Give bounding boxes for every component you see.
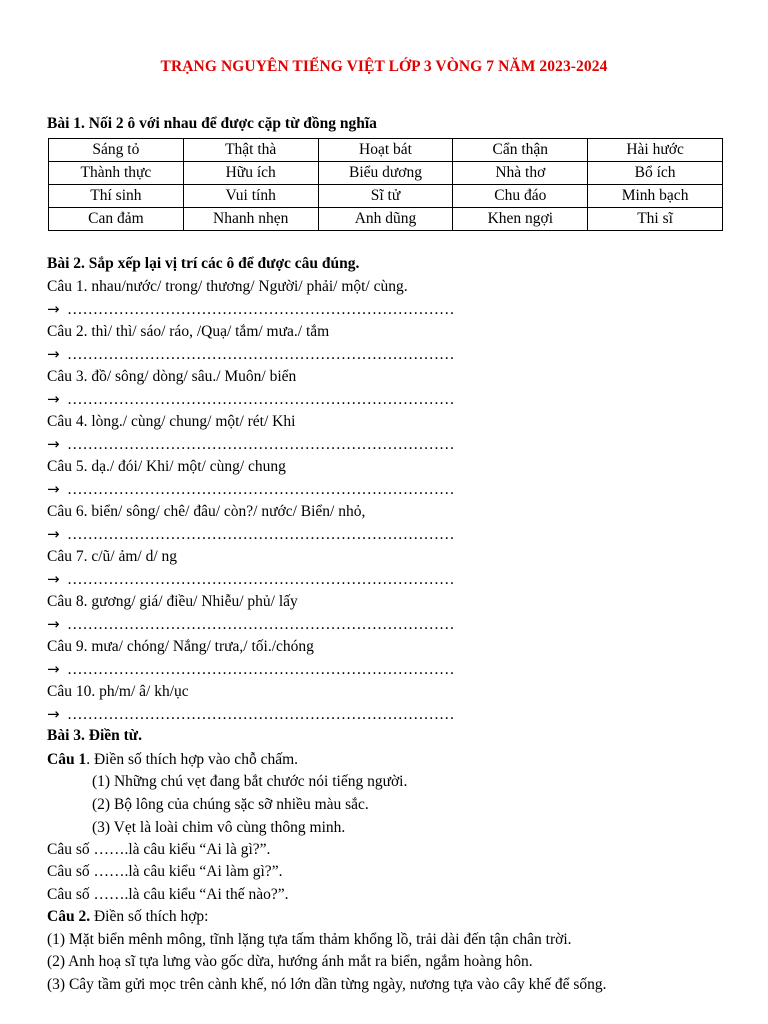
table-cell[interactable]: Thi sĩ	[588, 208, 723, 231]
cau1-text: . Điền số thích hợp vào chỗ chấm.	[86, 751, 299, 768]
cau1-fill-2[interactable]: Câu số …….là câu kiểu “Ai làm gì?”.	[47, 863, 283, 880]
arrow-right-icon: →	[47, 615, 60, 633]
dotted-answer-blank[interactable]: …………………………………………………………………	[67, 391, 455, 408]
arrow-right-icon: →	[47, 660, 60, 678]
dotted-answer-blank[interactable]: …………………………………………………………………	[67, 301, 455, 318]
cau1-label: Câu 1	[47, 751, 87, 768]
arrow-right-icon: →	[47, 705, 60, 723]
table-cell[interactable]: Can đảm	[49, 208, 184, 231]
cau1-sentence-3: (3) Vẹt là loài chim vô cùng thông minh.	[92, 819, 346, 836]
table-row	[49, 162, 723, 185]
arrow-right-icon: →	[47, 345, 60, 363]
bai3-cau1-prompt	[47, 750, 298, 770]
table-cell[interactable]: Hữu ích	[183, 162, 318, 185]
bai3-cau2-prompt	[47, 907, 209, 927]
table-row	[49, 185, 723, 208]
answer-line-6[interactable]	[47, 524, 455, 545]
answer-line-8[interactable]	[47, 614, 455, 635]
table-cell[interactable]: Thành thực	[49, 162, 184, 185]
table-cell[interactable]: Nhà thơ	[453, 162, 588, 185]
question-8: Câu 8. gương/ giá/ điều/ Nhiễu/ phủ/ lấy	[47, 593, 298, 610]
table-cell[interactable]: Minh bạch	[588, 185, 723, 208]
answer-line-1[interactable]	[47, 299, 455, 320]
table-cell[interactable]: Chu đáo	[453, 185, 588, 208]
question-7: Câu 7. c/ũ/ ảm/ d/ ng	[47, 548, 178, 565]
synonym-table	[48, 138, 723, 231]
table-row	[49, 208, 723, 231]
cau2-text: Điền số thích hợp:	[90, 908, 209, 925]
table-cell[interactable]: Khen ngợi	[453, 208, 588, 231]
bai3-heading: Bài 3. Điền từ.	[47, 727, 142, 744]
cau2-label: Câu 2.	[47, 908, 91, 925]
question-1: Câu 1. nhau/nước/ trong/ thương/ Người/ phải/ một/ cùng.	[47, 278, 408, 295]
table-cell[interactable]: Thí sinh	[49, 185, 184, 208]
dotted-answer-blank[interactable]: …………………………………………………………………	[67, 436, 455, 453]
cau2-sentence-1: (1) Mặt biển mênh mông, tĩnh lặng tựa tấm thảm khổng lồ, trải dài đến tận chân trời.	[47, 931, 572, 948]
cau2-sentence-3: (3) Cây tầm gửi mọc trên cành khế, nó lớn dần từng ngày, nương tựa vào cây khế để sống.	[47, 976, 607, 993]
dotted-answer-blank[interactable]: …………………………………………………………………	[67, 616, 455, 633]
arrow-right-icon: →	[47, 300, 60, 318]
dotted-answer-blank[interactable]: …………………………………………………………………	[67, 481, 455, 498]
dotted-answer-blank[interactable]: …………………………………………………………………	[67, 526, 455, 543]
cau1-fill-3[interactable]: Câu số …….là câu kiểu “Ai thế nào?”.	[47, 886, 289, 903]
cau2-sentence-2: (2) Anh hoạ sĩ tựa lưng vào gốc dừa, hướng ánh mắt ra biển, ngắm hoàng hôn.	[47, 953, 533, 970]
question-3: Câu 3. đồ/ sông/ dòng/ sâu./ Muôn/ biển	[47, 368, 297, 385]
table-cell[interactable]: Vui tính	[183, 185, 318, 208]
answer-line-3[interactable]	[47, 389, 455, 410]
answer-line-10[interactable]	[47, 704, 455, 725]
answer-line-7[interactable]	[47, 569, 455, 590]
cau1-sentence-2: (2) Bộ lông của chúng sặc sỡ nhiều màu sắc.	[92, 796, 369, 813]
arrow-right-icon: →	[47, 525, 60, 543]
bai1-heading: Bài 1. Nối 2 ô với nhau để được cặp từ đồng nghĩa	[47, 115, 377, 132]
dotted-answer-blank[interactable]: …………………………………………………………………	[67, 571, 455, 588]
table-row	[49, 139, 723, 162]
answer-line-5[interactable]	[47, 479, 455, 500]
bai2-heading: Bài 2. Sắp xếp lại vị trí các ô để được câu đúng.	[47, 255, 360, 272]
table-cell[interactable]: Sĩ tử	[318, 185, 453, 208]
table-cell[interactable]: Hoạt bát	[318, 139, 453, 162]
table-cell[interactable]: Sáng tỏ	[49, 139, 184, 162]
cau1-fill-1[interactable]: Câu số …….là câu kiểu “Ai là gì?”.	[47, 841, 271, 858]
dotted-answer-blank[interactable]: …………………………………………………………………	[67, 661, 455, 678]
question-10: Câu 10. ph/m/ â/ kh/ục	[47, 683, 189, 700]
answer-line-9[interactable]	[47, 659, 455, 680]
dotted-answer-blank[interactable]: …………………………………………………………………	[67, 346, 455, 363]
arrow-right-icon: →	[47, 570, 60, 588]
question-5: Câu 5. dạ./ đói/ Khi/ một/ cùng/ chung	[47, 458, 286, 475]
arrow-right-icon: →	[47, 435, 60, 453]
answer-line-4[interactable]	[47, 434, 455, 455]
question-4: Câu 4. lòng./ cùng/ chung/ một/ rét/ Khi	[47, 413, 296, 430]
table-cell[interactable]: Biểu dương	[318, 162, 453, 185]
table-cell[interactable]: Bổ ích	[588, 162, 723, 185]
question-2: Câu 2. thì/ thì/ sáo/ ráo, /Quạ/ tắm/ mưa./ tắm	[47, 323, 330, 340]
page-title: TRẠNG NGUYÊN TIẾNG VIỆT LỚP 3 VÒNG 7 NĂM 2023-2024	[160, 58, 608, 75]
answer-line-2[interactable]	[47, 344, 455, 365]
table-cell[interactable]: Thật thà	[183, 139, 318, 162]
table-cell[interactable]: Nhanh nhẹn	[183, 208, 318, 231]
arrow-right-icon: →	[47, 390, 60, 408]
table-cell[interactable]: Cẩn thận	[453, 139, 588, 162]
arrow-right-icon: →	[47, 480, 60, 498]
dotted-answer-blank[interactable]: …………………………………………………………………	[67, 706, 455, 723]
question-9: Câu 9. mưa/ chóng/ Nắng/ trưa,/ tối./chóng	[47, 638, 314, 655]
question-6: Câu 6. biển/ sông/ chê/ đâu/ còn?/ nước/ Biển/ nhỏ,	[47, 503, 366, 520]
cau1-sentence-1: (1) Những chú vẹt đang bắt chước nói tiếng người.	[92, 773, 408, 790]
table-cell[interactable]: Anh dũng	[318, 208, 453, 231]
table-cell[interactable]: Hài hước	[588, 139, 723, 162]
